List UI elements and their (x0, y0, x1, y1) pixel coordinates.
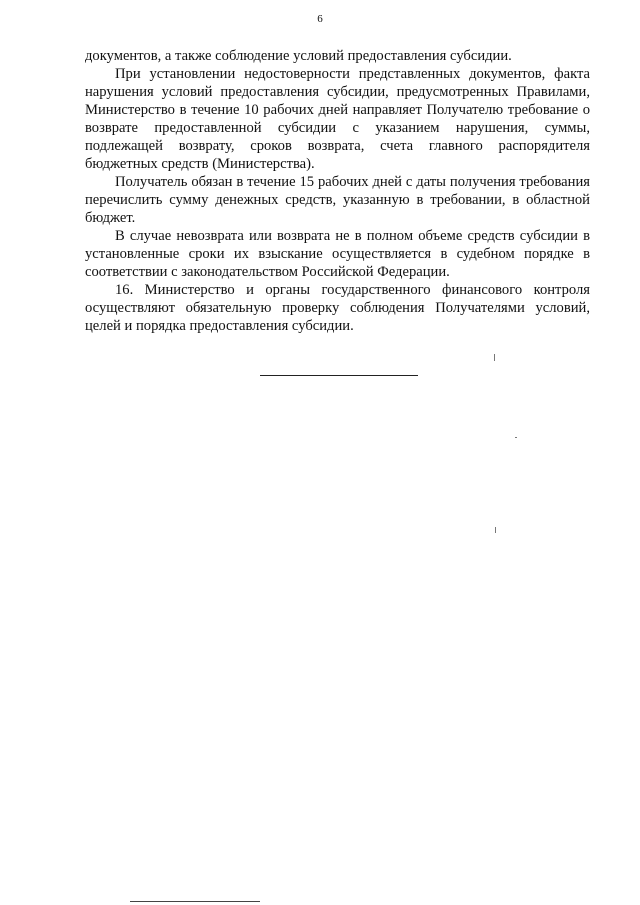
paragraph-recipient-obligation: Получатель обязан в течение 15 рабочих дней с даты получения требования перечислить сумму денежных средств, указанную в требовании, в областной бюджет. (85, 174, 590, 226)
scan-mark (495, 527, 496, 533)
paragraph-continuation: документов, а также соблюдение условий предоставления субсидии. (85, 48, 512, 64)
footer-rule (130, 901, 260, 902)
end-separator-line (260, 375, 418, 376)
page-number: 6 (317, 13, 323, 25)
document-body (85, 47, 590, 335)
scan-mark (515, 437, 517, 438)
paragraph-non-return: В случае невозврата или возврата не в полном объеме средств субсидии в установленные сроки их взыскание осуществляется в судебном порядке в соответствии с законодательством Российской Федерации. (85, 228, 590, 280)
paragraph-return-requirement: При установлении недостоверности представленных документов, факта нарушения условий предоставления субсидии, предусмотренных Правилами, Министерство в течение 10 рабочих дней направляет Получателю требование о возврате предоставленной субсидии с указанием нарушения, суммы, подлежащей возврату, сроков возврата, счета главного распорядителя бюджетных средств (Министерства). (85, 66, 590, 172)
scan-mark (494, 354, 495, 361)
paragraph-item-16: 16. Министерство и органы государственного финансового контроля осуществляют обязательную проверку соблюдения Получателями условий, целей и порядка предоставления субсидии. (85, 282, 590, 334)
